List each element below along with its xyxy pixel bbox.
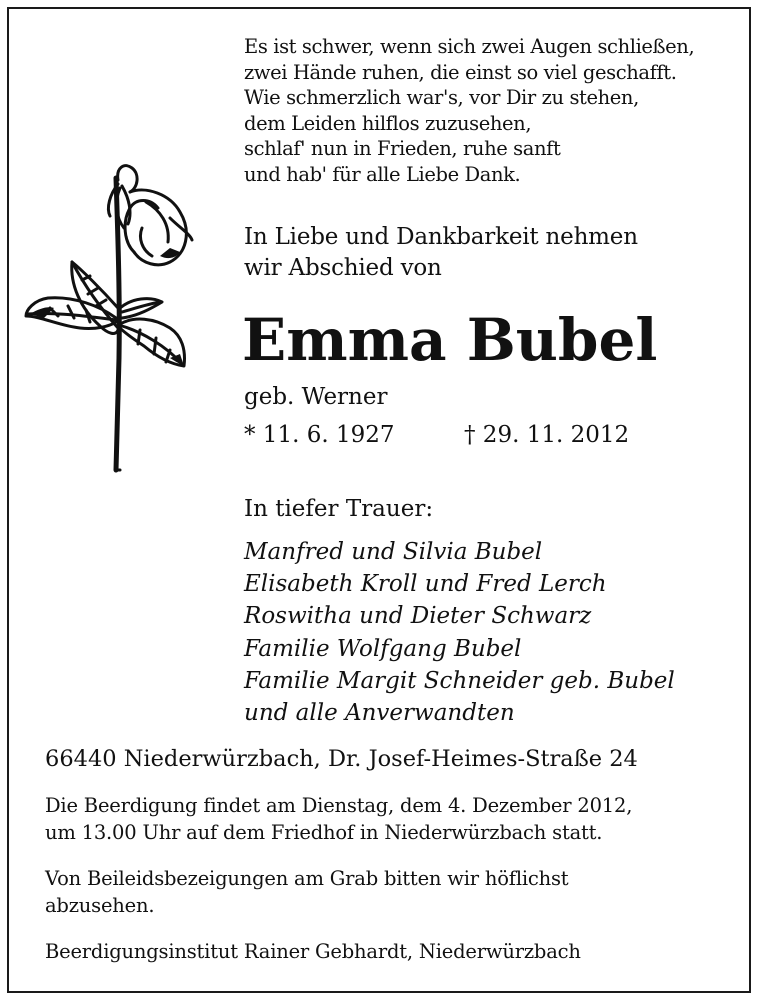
rose-icon xyxy=(20,158,200,478)
poem-line: dem Leiden hilflos zuzusehen, xyxy=(244,111,532,135)
poem-line: Wie schmerzlich war's, vor Dir zu stehen, xyxy=(244,86,639,109)
undertaker: Beerdigungsinstitut Rainer Gebhardt, Niederwürzbach xyxy=(45,940,581,963)
intro-line: wir Abschied von xyxy=(244,255,442,281)
life-dates xyxy=(244,422,664,448)
mourners-list xyxy=(244,536,675,729)
mourner: und alle Anverwandten xyxy=(244,700,515,727)
maiden-name: geb. Werner xyxy=(244,384,388,410)
funeral-line: um 13.00 Uhr auf dem Friedhof in Niederwürzbach statt. xyxy=(45,820,603,844)
mourner: Familie Margit Schneider geb. Bubel xyxy=(244,667,675,694)
poem-line: zwei Hände ruhen, die einst so viel geschafft. xyxy=(244,60,677,84)
deceased-name: Emma Bubel xyxy=(242,306,658,374)
farewell-intro xyxy=(244,222,638,284)
death-date: † 29. 11. 2012 xyxy=(464,422,630,448)
mourner: Manfred und Silvia Bubel xyxy=(244,539,543,565)
funeral-line: Die Beerdigung findet am Dienstag, dem 4. Dezember 2012, xyxy=(45,794,633,817)
poem-line: und hab' für alle Liebe Dank. xyxy=(244,162,521,186)
poem-line: schlaf' nun in Frieden, ruhe sanft xyxy=(244,137,561,160)
birth-date: * 11. 6. 1927 xyxy=(244,422,395,448)
mourner: Elisabeth Kroll und Fred Lerch xyxy=(244,571,607,598)
poem-line: Es ist schwer, wenn sich zwei Augen schließen, xyxy=(244,35,695,58)
condolence-notice xyxy=(45,866,568,919)
condolence-line: Von Beileidsbezeigungen am Grab bitten wir höflichst xyxy=(45,867,569,890)
condolence-line: abzusehen. xyxy=(45,893,155,917)
poem xyxy=(244,34,734,187)
mourner: Familie Wolfgang Bubel xyxy=(244,635,522,662)
funeral-notice xyxy=(45,793,632,846)
mourning-heading: In tiefer Trauer: xyxy=(244,496,434,522)
intro-line: In Liebe und Dankbarkeit nehmen xyxy=(244,224,638,250)
family-address: 66440 Niederwürzbach, Dr. Josef-Heimes-Straße 24 xyxy=(45,746,638,772)
mourner: Roswitha und Dieter Schwarz xyxy=(244,603,592,630)
